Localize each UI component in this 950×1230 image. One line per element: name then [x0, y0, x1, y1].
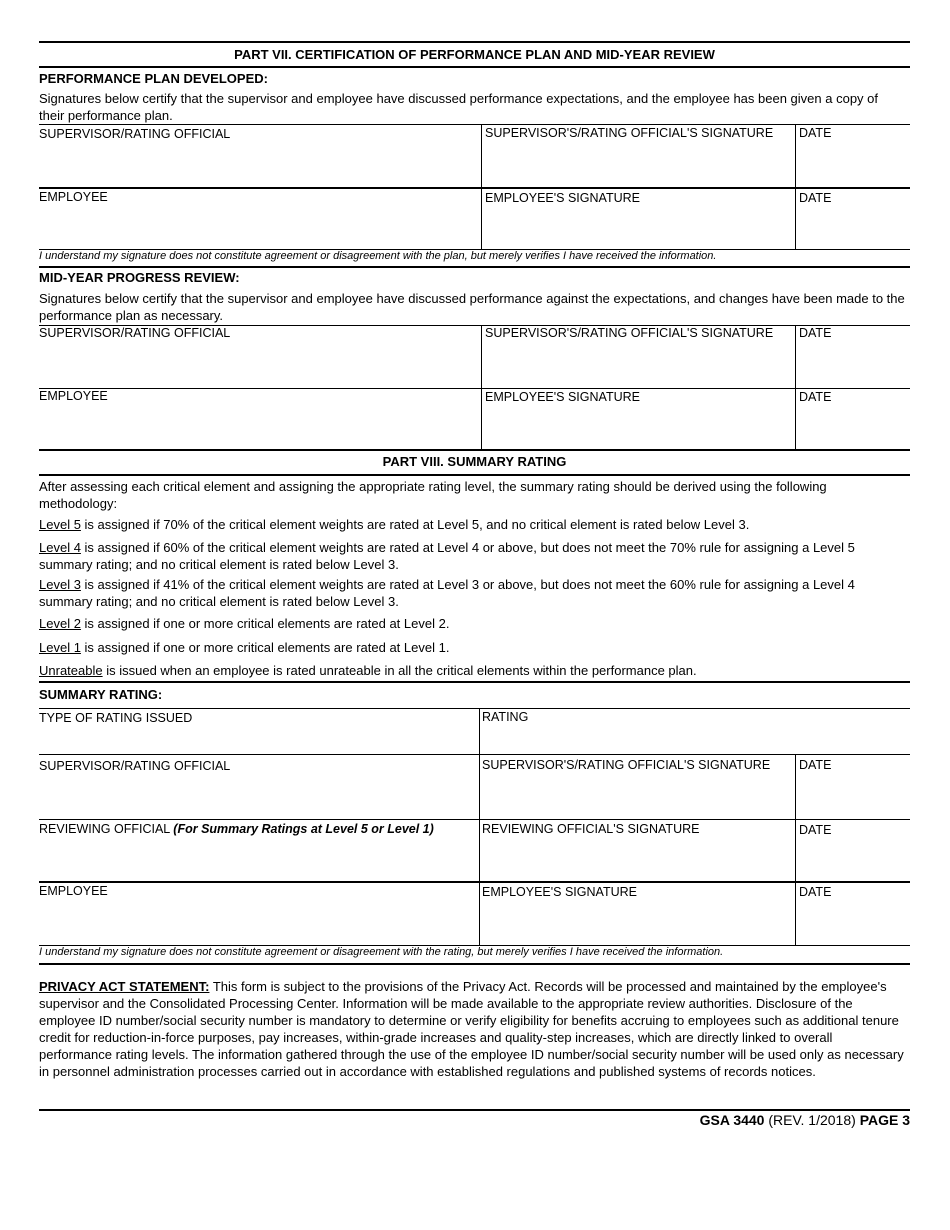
summary-title: SUMMARY RATING: — [39, 687, 163, 702]
level-4-rule: Level 4 is assigned if 60% of the critical element weights are rated at Level 4 or above, but does not meet the 70% rule for assigning a Level 5 summary rating; and no critical element is rated below Level 3. — [39, 540, 855, 572]
level-2-rule: Level 2 is assigned if one or more critical elements are rated at Level 2. — [39, 616, 450, 631]
plan-title: PERFORMANCE PLAN DEVELOPED: — [39, 71, 268, 86]
privacy-top-rule — [39, 963, 910, 965]
page-number: PAGE 3 — [859, 1112, 910, 1128]
midyear-supervisor-date-field[interactable]: DATE — [799, 326, 832, 340]
privacy-statement — [39, 978, 905, 1080]
form-footer — [700, 1112, 910, 1128]
rating-field[interactable]: RATING — [482, 710, 529, 724]
summary-row-rule-3 — [39, 881, 910, 883]
plan-block-rule — [39, 124, 910, 125]
summary-row-rule-2 — [39, 819, 910, 820]
level-5-term: Level 5 — [39, 517, 81, 532]
summary-top-rule — [39, 681, 910, 683]
level-3-term: Level 3 — [39, 577, 81, 592]
midyear-employee-date-field[interactable]: DATE — [799, 390, 832, 404]
plan-employee-field[interactable]: EMPLOYEE — [39, 190, 108, 204]
level-5-rule: Level 5 is assigned if 70% of the critical element weights are rated at Level 5, and no critical element is rated below Level 3. — [39, 517, 750, 532]
level-2-term: Level 2 — [39, 616, 81, 631]
plan-intro: Signatures below certify that the supervisor and employee have discussed performance expectations, and the employee has been given a copy of their performance plan. — [39, 91, 879, 123]
summary-row-rule-1 — [39, 754, 910, 755]
unrateable-rule: Unrateable is issued when an employee is rated unrateable in all the critical elements within the performance plan. — [39, 663, 697, 678]
part7-heading: PART VII. CERTIFICATION OF PERFORMANCE PLAN AND MID-YEAR REVIEW — [234, 47, 715, 62]
plan-employee-signature-field[interactable]: EMPLOYEE'S SIGNATURE — [485, 191, 640, 205]
midyear-supervisor-signature-field[interactable]: SUPERVISOR'S/RATING OFFICIAL'S SIGNATURE — [485, 326, 774, 340]
midyear-intro: Signatures below certify that the supervisor and employee have discussed performance against the expectations, and changes have been made to the performance plan as necessary. — [39, 291, 905, 323]
summary-divider — [479, 708, 480, 946]
midyear-row-rule — [39, 388, 910, 389]
plan-supervisor-field[interactable]: SUPERVISOR/RATING OFFICIAL — [39, 127, 231, 141]
midyear-supervisor-field[interactable]: SUPERVISOR/RATING OFFICIAL — [39, 326, 231, 340]
summary-date-divider — [795, 754, 796, 946]
midyear-divider — [481, 325, 482, 449]
privacy-title: PRIVACY ACT STATEMENT: — [39, 979, 210, 994]
level-4-term: Level 4 — [39, 540, 81, 555]
summary-supervisor-date-field[interactable]: DATE — [799, 758, 832, 772]
level-1-term: Level 1 — [39, 640, 81, 655]
midyear-date-divider — [795, 325, 796, 449]
part8-heading: PART VIII. SUMMARY RATING — [382, 454, 567, 469]
plan-employee-date-field[interactable]: DATE — [799, 191, 832, 205]
reviewing-qualifier: (For Summary Ratings at Level 5 or Level 1) — [173, 822, 434, 836]
plan-acknowledgement-note: I understand my signature does not constitute agreement or disagreement with the plan, but merely verifies I have received the information. — [39, 250, 717, 262]
reviewing-date-field[interactable]: DATE — [799, 823, 832, 837]
top-rule — [39, 41, 910, 43]
plan-supervisor-date-field[interactable]: DATE — [799, 126, 832, 140]
summary-employee-field[interactable]: EMPLOYEE — [39, 884, 108, 898]
summary-employee-signature-field[interactable]: EMPLOYEE'S SIGNATURE — [482, 885, 637, 899]
plan-supervisor-signature-field[interactable]: SUPERVISOR'S/RATING OFFICIAL'S SIGNATURE — [485, 126, 774, 140]
part8-intro: After assessing each critical element and assigning the appropriate rating level, the summary rating should be derived using the following methodology: — [39, 479, 827, 511]
rating-type-field[interactable]: TYPE OF RATING ISSUED — [39, 711, 193, 725]
privacy-text: This form is subject to the provisions of the Privacy Act. Records will be processed and maintained by the employee's supervisor and the Consolidated Processing Center. Information will be made available to the appropriate review authorities. Disclosure of the employee ID number/social security number is mandatory to determine or verify eligibility for benefits accruing to employees such as additional tenure credit for reduction-in-force purposes, pay increases, within-grade increases and quality-step increases, which are directly linked to overall performance rating levels. The information gathered through the use of the employee ID number/social security number will be used only as necessary in personnel administration processes carried out in accordance with established regulations and published systems of records notices. — [39, 979, 904, 1079]
summary-acknowledgement-note: I understand my signature does not constitute agreement or disagreement with the rating, but merely verifies I have received the information. — [39, 946, 724, 958]
midyear-title: MID-YEAR PROGRESS REVIEW: — [39, 270, 240, 285]
part7-heading-rule — [39, 66, 910, 68]
part8-heading-rule — [39, 474, 910, 476]
reviewing-signature-field[interactable]: REVIEWING OFFICIAL'S SIGNATURE — [482, 822, 700, 836]
reviewing-official-field[interactable]: REVIEWING OFFICIAL (For Summary Ratings at Level 5 or Level 1) — [39, 822, 434, 836]
midyear-top-rule — [39, 266, 910, 268]
form-revision: (REV. 1/2018) — [764, 1112, 860, 1128]
part8-top-rule — [39, 449, 910, 451]
level-3-rule: Level 3 is assigned if 41% of the critical element weights are rated at Level 3 or above, but does not meet the 60% rule for assigning a Level 4 summary rating; and no critical element is rated below Level 3. — [39, 577, 855, 609]
form-number: GSA 3440 — [699, 1112, 765, 1128]
unrateable-term: Unrateable — [39, 663, 103, 678]
level-1-rule: Level 1 is assigned if one or more critical elements are rated at Level 1. — [39, 640, 450, 655]
midyear-employee-signature-field[interactable]: EMPLOYEE'S SIGNATURE — [485, 390, 640, 404]
summary-supervisor-field[interactable]: SUPERVISOR/RATING OFFICIAL — [39, 759, 231, 773]
summary-employee-date-field[interactable]: DATE — [799, 885, 832, 899]
plan-row-rule — [39, 187, 910, 189]
footer-rule — [39, 1109, 910, 1111]
summary-supervisor-signature-field[interactable]: SUPERVISOR'S/RATING OFFICIAL'S SIGNATURE — [482, 758, 771, 772]
summary-block-rule — [39, 708, 910, 709]
midyear-employee-field[interactable]: EMPLOYEE — [39, 389, 108, 403]
